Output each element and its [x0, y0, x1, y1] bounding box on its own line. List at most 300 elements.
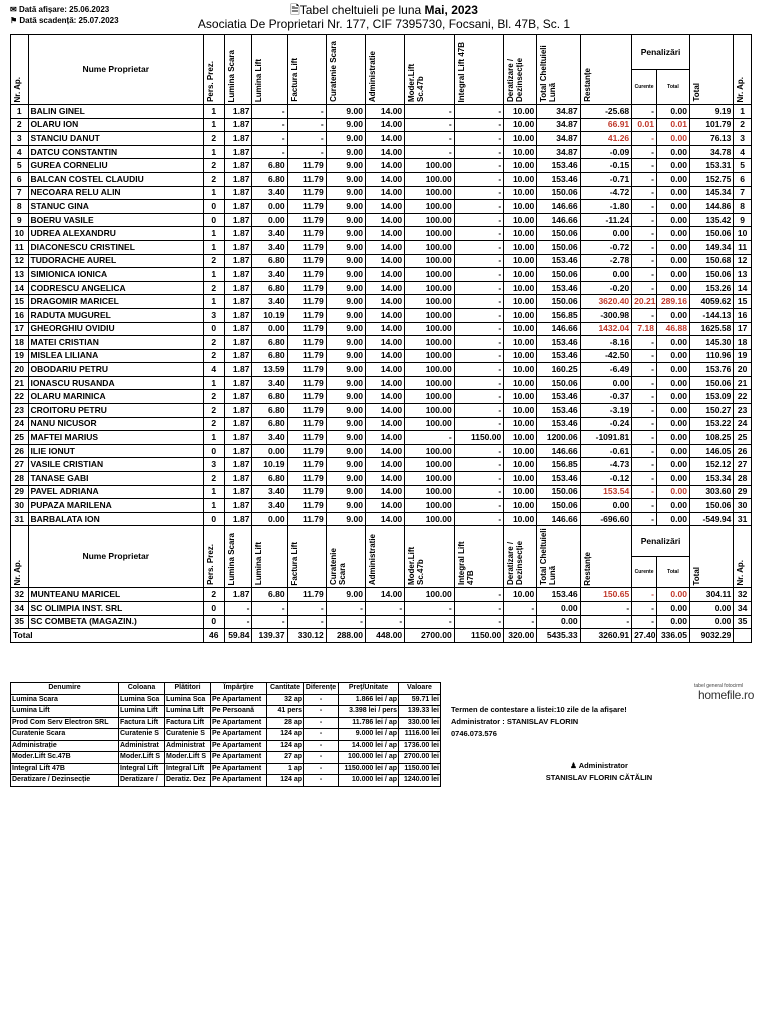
cell-pers: 1 — [203, 499, 224, 513]
table-row — [11, 417, 752, 431]
summary-cell: 10.000 lei / ap — [339, 775, 399, 787]
col-integral-lift: Integral Lift 47B — [454, 35, 504, 105]
cell-pers: 1 — [203, 227, 224, 241]
cell-ml: - — [405, 431, 455, 445]
cell-tl: 156.85 — [537, 308, 580, 322]
summary-body — [11, 694, 441, 786]
cell-cs: 9.00 — [326, 172, 365, 186]
cell-pers: 2 — [203, 417, 224, 431]
cell-il: - — [454, 213, 504, 227]
cell-nr: 26 — [11, 444, 29, 458]
cell-pers: 0 — [203, 200, 224, 214]
summary-cell: 1116.00 lei — [399, 729, 441, 741]
cell-tl: 150.06 — [537, 499, 580, 513]
cell-il: - — [454, 200, 504, 214]
cell-ml: 100.00 — [405, 213, 455, 227]
cell-adm: 14.00 — [365, 105, 404, 119]
admin-line: Administrator : STANISLAV FLORIN — [451, 717, 579, 726]
table-totals — [11, 629, 752, 643]
summary-row — [11, 729, 441, 741]
cell-nr: 15 — [11, 295, 29, 309]
cell-fl: 11.79 — [287, 499, 326, 513]
cell-ll: 10.19 — [252, 458, 287, 472]
cell-nr: 2 — [734, 118, 752, 132]
cell-name: STANCIU DANUT — [28, 132, 203, 146]
cell-tot: 150.27 — [689, 404, 733, 418]
cell-fl: 11.79 — [287, 404, 326, 418]
cell-pt: 0.00 — [656, 336, 689, 350]
cell-nr: 18 — [734, 336, 752, 350]
cell-adm: 14.00 — [365, 172, 404, 186]
cell-der: 10.00 — [504, 281, 537, 295]
cell-adm: 14.00 — [365, 322, 404, 336]
table-row — [11, 499, 752, 513]
cell-rest: -3.19 — [580, 404, 632, 418]
table-row — [11, 390, 752, 404]
cell-rest: -6.49 — [580, 363, 632, 377]
col-name: Nume Proprietar — [28, 35, 203, 105]
cell-ls: 1.87 — [224, 308, 252, 322]
cell-adm: 14.00 — [365, 268, 404, 282]
cell-ls: 1.87 — [224, 336, 252, 350]
summary-cell: - — [304, 694, 339, 706]
totals-il: 1150.00 — [454, 629, 504, 643]
cell-rest: -0.15 — [580, 159, 632, 173]
cell-name: VASILE CRISTIAN — [28, 458, 203, 472]
totals-row — [11, 629, 752, 643]
cell-nr: 29 — [11, 485, 29, 499]
col-pers: Pers. Prez. — [203, 35, 224, 105]
cell-der: 10.00 — [504, 145, 537, 159]
cell-il: - — [454, 588, 504, 602]
cell-cs: 9.00 — [326, 145, 365, 159]
cell-cs: 9.00 — [326, 363, 365, 377]
cell-ls: 1.87 — [224, 404, 252, 418]
summary-col: Valoare — [399, 683, 441, 695]
cell-il: - — [454, 512, 504, 526]
cell-fl: 11.79 — [287, 458, 326, 472]
cell-pt: 289.16 — [656, 295, 689, 309]
cell-cs: 9.00 — [326, 281, 365, 295]
cell-rest: 0.00 — [580, 227, 632, 241]
cell-tl: 34.87 — [537, 105, 580, 119]
cell-fl: 11.79 — [287, 588, 326, 602]
cell-nr: 5 — [11, 159, 29, 173]
summary-cell: 124 ap — [267, 775, 304, 787]
cell-rest: -300.98 — [580, 308, 632, 322]
cell-tot: 34.78 — [689, 145, 733, 159]
table-row — [11, 213, 752, 227]
cell-ls: 1.87 — [224, 431, 252, 445]
cell-adm: 14.00 — [365, 444, 404, 458]
totals-adm: 448.00 — [365, 629, 404, 643]
cell-pt: 0.00 — [656, 431, 689, 445]
table-row — [11, 472, 752, 486]
cell-pc: - — [632, 602, 657, 616]
cell-name: MAFTEI MARIUS — [28, 431, 203, 445]
cell-nr: 19 — [11, 349, 29, 363]
cell-pt: 0.00 — [656, 444, 689, 458]
cell-cs: 9.00 — [326, 588, 365, 602]
cell-fl: 11.79 — [287, 200, 326, 214]
summary-cell: Lumina Scara — [11, 694, 119, 706]
cell-fl: 11.79 — [287, 172, 326, 186]
cell-pt: 0.01 — [656, 118, 689, 132]
summary-cell: 1736.00 lei — [399, 740, 441, 752]
col-nr: Nr. Ap. — [11, 35, 29, 105]
cell-il: - — [454, 281, 504, 295]
cell-fl: - — [287, 145, 326, 159]
cell-tl: 0.00 — [537, 615, 580, 629]
cell-adm: 14.00 — [365, 254, 404, 268]
cell-name: CROITORU PETRU — [28, 404, 203, 418]
cell-nr: 12 — [734, 254, 752, 268]
cell-pc: - — [632, 588, 657, 602]
cell-fl: 11.79 — [287, 159, 326, 173]
cell-rest: -4.72 — [580, 186, 632, 200]
cell-adm: 14.00 — [365, 588, 404, 602]
cell-pt: 0.00 — [656, 485, 689, 499]
cell-nr: 8 — [734, 200, 752, 214]
col-pen-curente-2: Curente — [632, 557, 657, 588]
cell-cs: - — [326, 615, 365, 629]
summary-col: Împărțire — [211, 683, 267, 695]
cell-name: BALIN GINEL — [28, 105, 203, 119]
cell-tot: 152.12 — [689, 458, 733, 472]
cell-pt: 0.00 — [656, 240, 689, 254]
cell-ll: 6.80 — [252, 404, 287, 418]
cell-ml: 100.00 — [405, 363, 455, 377]
cell-tl: 156.85 — [537, 458, 580, 472]
cell-ls: 1.87 — [224, 512, 252, 526]
summary-cell: Administrație — [11, 740, 119, 752]
cell-tot: 108.25 — [689, 431, 733, 445]
cell-rest: 1432.04 — [580, 322, 632, 336]
cell-der: 10.00 — [504, 458, 537, 472]
cell-tl: 34.87 — [537, 132, 580, 146]
cell-pers: 2 — [203, 390, 224, 404]
cell-cs: 9.00 — [326, 458, 365, 472]
brand-caption: tabel general fotocirml — [694, 683, 744, 689]
cell-tl: 160.25 — [537, 363, 580, 377]
cell-pc: - — [632, 444, 657, 458]
cell-ls: 1.87 — [224, 390, 252, 404]
cell-nr: 35 — [734, 615, 752, 629]
cell-pt: 0.00 — [656, 105, 689, 119]
cell-rest: -8.16 — [580, 336, 632, 350]
table-header-2 — [11, 526, 752, 588]
table-row — [11, 615, 752, 629]
cell-pt: 0.00 — [656, 308, 689, 322]
cell-tot: 153.26 — [689, 281, 733, 295]
cell-il: - — [454, 268, 504, 282]
table-row — [11, 295, 752, 309]
document-icon: 🗎 — [290, 3, 300, 17]
cell-ls: 1.87 — [224, 159, 252, 173]
table-row — [11, 404, 752, 418]
cell-cs: 9.00 — [326, 295, 365, 309]
cell-cs: 9.00 — [326, 132, 365, 146]
summary-cell: 124 ap — [267, 740, 304, 752]
cell-pers: 2 — [203, 349, 224, 363]
cell-rest: - — [580, 602, 632, 616]
col-total-luna-2: Total Cheltuieli Lună — [537, 526, 580, 588]
cell-pc: - — [632, 390, 657, 404]
cell-der: 10.00 — [504, 485, 537, 499]
cell-fl: 11.79 — [287, 376, 326, 390]
cell-tot: 150.06 — [689, 376, 733, 390]
cell-nr: 5 — [734, 159, 752, 173]
col-administratie-2: Administratie — [365, 526, 404, 588]
cell-ml: 100.00 — [405, 458, 455, 472]
cell-pt: 0.00 — [656, 200, 689, 214]
cell-cs: 9.00 — [326, 200, 365, 214]
cell-cs: - — [326, 602, 365, 616]
col-nr-right-2: Nr. Ap. — [734, 526, 752, 588]
cell-pc: - — [632, 336, 657, 350]
title-month: Mai, 2023 — [424, 3, 478, 17]
cell-adm: - — [365, 615, 404, 629]
cell-rest: -0.71 — [580, 172, 632, 186]
table-row — [11, 363, 752, 377]
cell-rest: -0.72 — [580, 240, 632, 254]
cell-name: UDREA ALEXANDRU — [28, 227, 203, 241]
cell-der: 10.00 — [504, 322, 537, 336]
cell-il: - — [454, 159, 504, 173]
table-body-2 — [11, 588, 752, 629]
summary-cell: - — [304, 706, 339, 718]
cell-rest: -1091.81 — [580, 431, 632, 445]
cell-ll: 0.00 — [252, 322, 287, 336]
cell-tot: 153.34 — [689, 472, 733, 486]
table-row — [11, 602, 752, 616]
cell-ml: 100.00 — [405, 200, 455, 214]
col-total: Total — [689, 35, 733, 105]
cell-adm: 14.00 — [365, 472, 404, 486]
cell-ls: 1.87 — [224, 349, 252, 363]
cell-ll: - — [252, 132, 287, 146]
cell-pers: 2 — [203, 172, 224, 186]
cell-adm: 14.00 — [365, 512, 404, 526]
cell-der: 10.00 — [504, 390, 537, 404]
cell-der: 10.00 — [504, 254, 537, 268]
cell-il: - — [454, 145, 504, 159]
cell-name: TUDORACHE AUREL — [28, 254, 203, 268]
cell-pers: 2 — [203, 132, 224, 146]
cell-ls: 1.87 — [224, 254, 252, 268]
totals-ll: 139.37 — [252, 629, 287, 643]
cell-name: MISLEA LILIANA — [28, 349, 203, 363]
cell-der: 10.00 — [504, 376, 537, 390]
cell-adm: 14.00 — [365, 186, 404, 200]
cell-der: 10.00 — [504, 200, 537, 214]
summary-cell: Lumina Lift — [165, 706, 211, 718]
cell-tot: 135.42 — [689, 213, 733, 227]
cell-pers: 1 — [203, 105, 224, 119]
cell-nr: 6 — [734, 172, 752, 186]
cell-tl: 153.46 — [537, 281, 580, 295]
cell-fl: 11.79 — [287, 336, 326, 350]
cell-ls: - — [224, 615, 252, 629]
cell-ls: 1.87 — [224, 172, 252, 186]
cell-tot: 9.19 — [689, 105, 733, 119]
cell-ll: 6.80 — [252, 472, 287, 486]
summary-cell: Pe Apartament — [211, 740, 267, 752]
cell-pt: 0.00 — [656, 588, 689, 602]
cell-cs: 9.00 — [326, 213, 365, 227]
cell-nr: 20 — [734, 363, 752, 377]
cell-tl: 146.66 — [537, 322, 580, 336]
summary-cell: 14.000 lei / ap — [339, 740, 399, 752]
col-nr-right: Nr. Ap. — [734, 35, 752, 105]
cell-tot: 1625.58 — [689, 322, 733, 336]
cell-ll: 0.00 — [252, 200, 287, 214]
cell-pers: 2 — [203, 404, 224, 418]
cell-name: GUREA CORNELIU — [28, 159, 203, 173]
summary-cell: 100.000 lei / ap — [339, 752, 399, 764]
cell-il: - — [454, 404, 504, 418]
cell-rest: - — [580, 615, 632, 629]
cell-pc: 0.01 — [632, 118, 657, 132]
cell-nr: 25 — [11, 431, 29, 445]
cell-adm: 14.00 — [365, 376, 404, 390]
cell-der: - — [504, 615, 537, 629]
cell-il: - — [454, 240, 504, 254]
cell-rest: -696.60 — [580, 512, 632, 526]
cell-il: - — [454, 349, 504, 363]
table-row — [11, 485, 752, 499]
cell-der: 10.00 — [504, 186, 537, 200]
cell-tl: 153.46 — [537, 390, 580, 404]
cell-ml: 100.00 — [405, 159, 455, 173]
cell-tl: 153.46 — [537, 336, 580, 350]
cell-cs: 9.00 — [326, 376, 365, 390]
cell-ls: 1.87 — [224, 145, 252, 159]
cell-tl: 150.06 — [537, 295, 580, 309]
cell-ml: 100.00 — [405, 322, 455, 336]
cell-nr: 20 — [11, 363, 29, 377]
col-restante-2: Restanțe — [580, 526, 632, 588]
summary-cell: Moder.Lift S — [165, 752, 211, 764]
cell-rest: -0.12 — [580, 472, 632, 486]
cell-ll: 3.40 — [252, 485, 287, 499]
admin-phone: 0746.073.576 — [451, 729, 497, 738]
cell-ls: 1.87 — [224, 295, 252, 309]
cell-ls: 1.87 — [224, 118, 252, 132]
col-penalizari: Penalizări — [632, 35, 690, 70]
cell-ls: 1.87 — [224, 458, 252, 472]
cell-ll: 3.40 — [252, 499, 287, 513]
totals-ml: 2700.00 — [405, 629, 455, 643]
cell-ls: 1.87 — [224, 281, 252, 295]
page-header — [0, 0, 768, 34]
cell-ll: 3.40 — [252, 431, 287, 445]
cell-fl: - — [287, 118, 326, 132]
cell-rest: 66.91 — [580, 118, 632, 132]
cell-nr: 3 — [734, 132, 752, 146]
summary-row — [11, 706, 441, 718]
cell-adm: 14.00 — [365, 281, 404, 295]
cell-tl: 150.06 — [537, 376, 580, 390]
summary-cell: Factura Lift — [119, 717, 165, 729]
cell-cs: 9.00 — [326, 118, 365, 132]
col-lumina-scara: Lumina Scara — [224, 35, 252, 105]
summary-row — [11, 694, 441, 706]
cell-der: 10.00 — [504, 588, 537, 602]
cell-nr: 23 — [11, 404, 29, 418]
cell-pc: - — [632, 512, 657, 526]
summary-cell: Factura Lift — [165, 717, 211, 729]
cell-ml: - — [405, 602, 455, 616]
cell-nr: 35 — [11, 615, 29, 629]
cell-cs: 9.00 — [326, 336, 365, 350]
summary-cell: Integral Lift 47B — [11, 763, 119, 775]
cell-der: 10.00 — [504, 444, 537, 458]
summary-cell: Lumina Sca — [119, 694, 165, 706]
cell-nr: 34 — [734, 602, 752, 616]
cell-adm: 14.00 — [365, 363, 404, 377]
cell-ml: 100.00 — [405, 404, 455, 418]
cell-tot: 150.06 — [689, 268, 733, 282]
cell-der: 10.00 — [504, 132, 537, 146]
cell-fl: 11.79 — [287, 254, 326, 268]
summary-cell: - — [304, 775, 339, 787]
cell-ml: 100.00 — [405, 336, 455, 350]
cell-pc: - — [632, 186, 657, 200]
cell-nr: 21 — [734, 376, 752, 390]
cell-pc: - — [632, 472, 657, 486]
cell-pers: 1 — [203, 485, 224, 499]
cell-ls: 1.87 — [224, 417, 252, 431]
cell-der: 10.00 — [504, 159, 537, 173]
cell-name: MATEI CRISTIAN — [28, 336, 203, 350]
totals-tot: 9032.29 — [689, 629, 733, 643]
cell-pers: 2 — [203, 588, 224, 602]
cell-cs: 9.00 — [326, 105, 365, 119]
cell-tot: 153.22 — [689, 417, 733, 431]
cell-ml: - — [405, 132, 455, 146]
cell-pt: 0.00 — [656, 227, 689, 241]
cell-il: - — [454, 444, 504, 458]
cell-cs: 9.00 — [326, 322, 365, 336]
cell-pt: 0.00 — [656, 615, 689, 629]
cell-name: DIACONESCU CRISTINEL — [28, 240, 203, 254]
cell-name: MUNTEANU MARICEL — [28, 588, 203, 602]
summary-cell: 59.71 lei — [399, 694, 441, 706]
totals-pt: 336.05 — [656, 629, 689, 643]
cell-il: - — [454, 363, 504, 377]
signature-name: STANISLAV FLORIN CĂTĂLIN — [545, 773, 653, 782]
cell-tl: 153.46 — [537, 254, 580, 268]
cell-ll: 6.80 — [252, 254, 287, 268]
cell-rest: 0.00 — [580, 376, 632, 390]
cell-fl: 11.79 — [287, 322, 326, 336]
totals-cs: 288.00 — [326, 629, 365, 643]
cell-il: - — [454, 602, 504, 616]
cell-name: OLARU MARINICA — [28, 390, 203, 404]
cell-pers: 1 — [203, 240, 224, 254]
cell-pc: - — [632, 159, 657, 173]
cell-rest: -0.20 — [580, 281, 632, 295]
signature-block — [544, 760, 654, 784]
cell-fl: 11.79 — [287, 213, 326, 227]
cell-nr: 14 — [11, 281, 29, 295]
cell-nr: 18 — [11, 336, 29, 350]
cell-adm: 14.00 — [365, 417, 404, 431]
summary-cell: 1.866 lei / ap — [339, 694, 399, 706]
cell-tot: 304.11 — [689, 588, 733, 602]
cell-ls: 1.87 — [224, 588, 252, 602]
